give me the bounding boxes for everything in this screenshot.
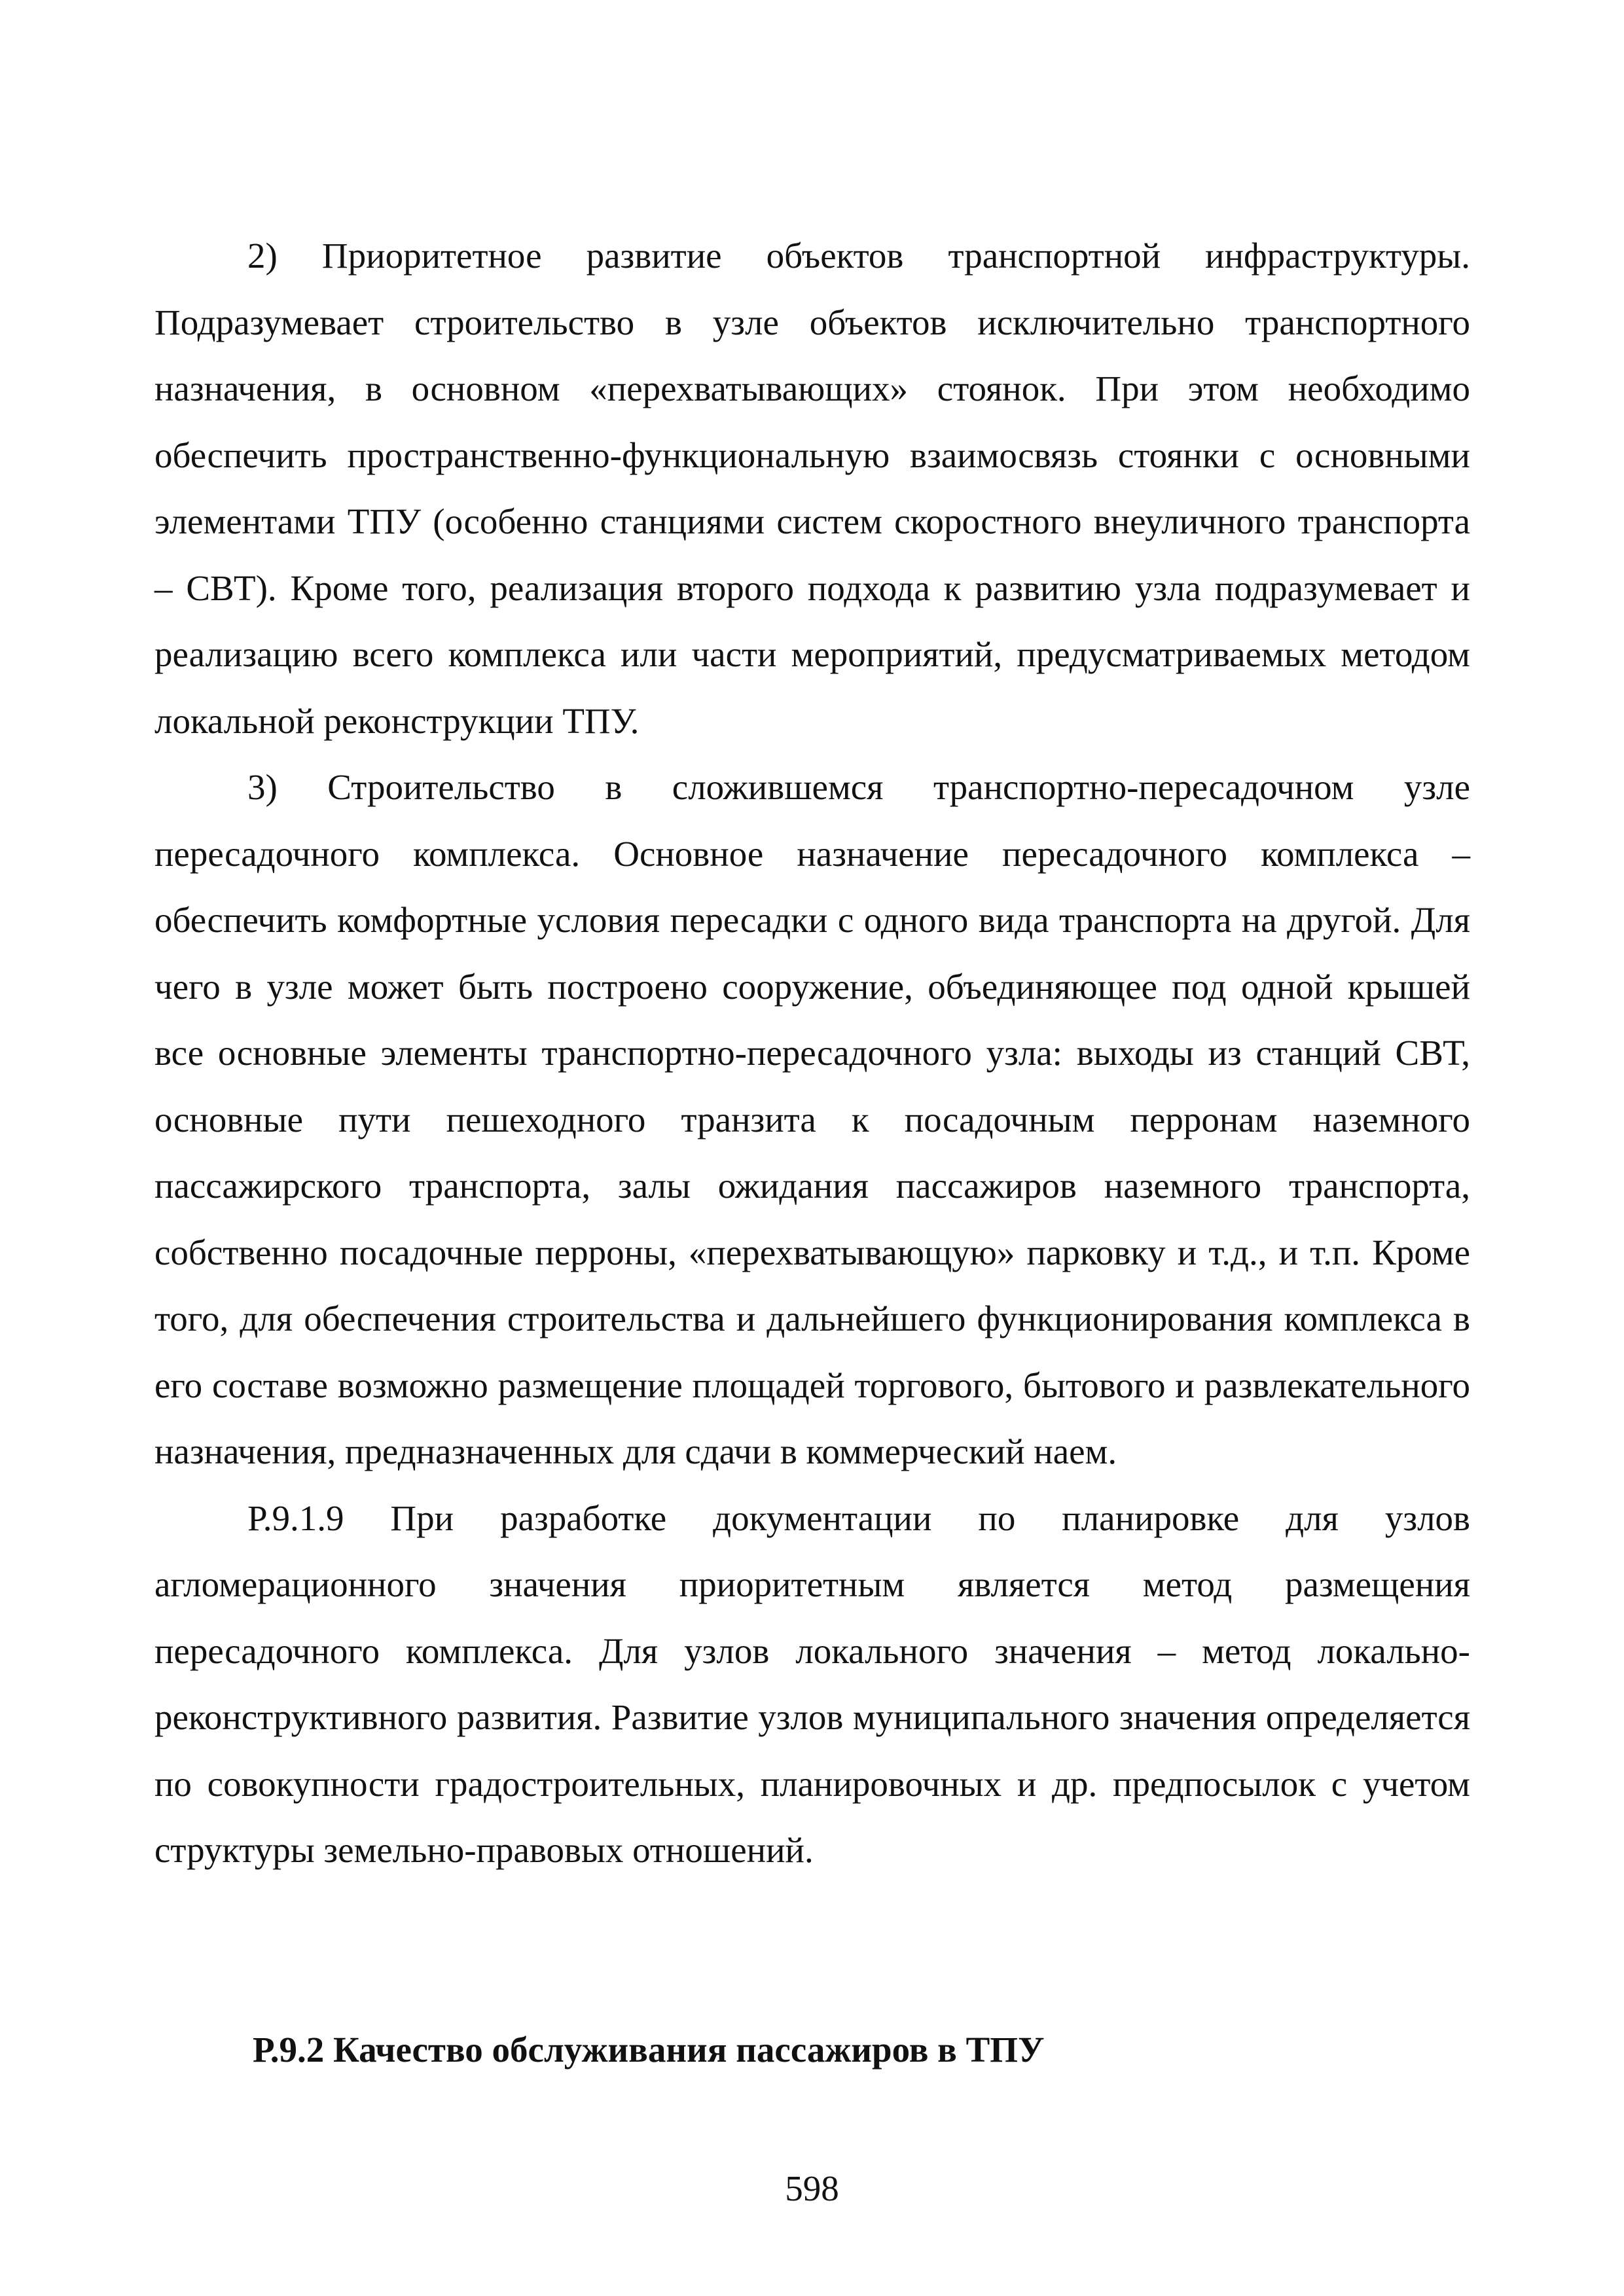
body-text [154, 223, 1470, 1884]
paragraph-p-9-1-9: Р.9.1.9 При разработке документации по планировке для узлов агломерационного значения приоритетным является метод размещения пересадочного комплекса. Для узлов локального значения – метод локально-реконструктивного развития. Развитие узлов муниципального значения определяется по совокупности градостроительных, планировочных и др. предпосылок с учетом структуры земельно-правовых отношений. [154, 1498, 1470, 1870]
paragraph-priority-infrastructure: 2) Приоритетное развитие объектов транспортной инфраструктуры. Подразумевает строительство в узле объектов исключительно транспортного назначения, в основном «перехватывающих» стоянок. При этом необходимо обеспечить пространственно-функциональную взаимосвязь стоянки с основными элементами ТПУ (особенно станциями систем скоростного внеуличного транспорта – СВТ). Кроме того, реализация второго подхода к развитию узла подразумевает и реализацию всего комплекса или части мероприятий, предусматриваемых методом локальной реконструкции ТПУ. [154, 236, 1470, 741]
section-heading: Р.9.2 Качество обслуживания пассажиров в ТПУ [253, 2030, 1045, 2070]
paragraph-transfer-complex: 3) Строительство в сложившемся транспортно-пересадочном узле пересадочного комплекса. Основное назначение пересадочного комплекса – обеспечить комфортные условия пересадки с одного вида транспорта на другой. Для чего в узле может быть построено сооружение, объединяющее под одной крышей все основные элементы транспортно-пересадочного узла: выходы из станций СВТ, основные пути пешеходного транзита к посадочным перронам наземного пассажирского транспорта, залы ожидания пассажиров наземного транспорта, собственно посадочные перроны, «перехватывающую» парковку и т.д., и т.п. Кроме того, для обеспечения строительства и дальнейшего функционирования комплекса в его составе возможно размещение площадей торгового, бытового и развлекательного назначения, предназначенных для сдачи в коммерческий наем. [154, 767, 1470, 1471]
page-number: 598 [785, 2168, 839, 2208]
